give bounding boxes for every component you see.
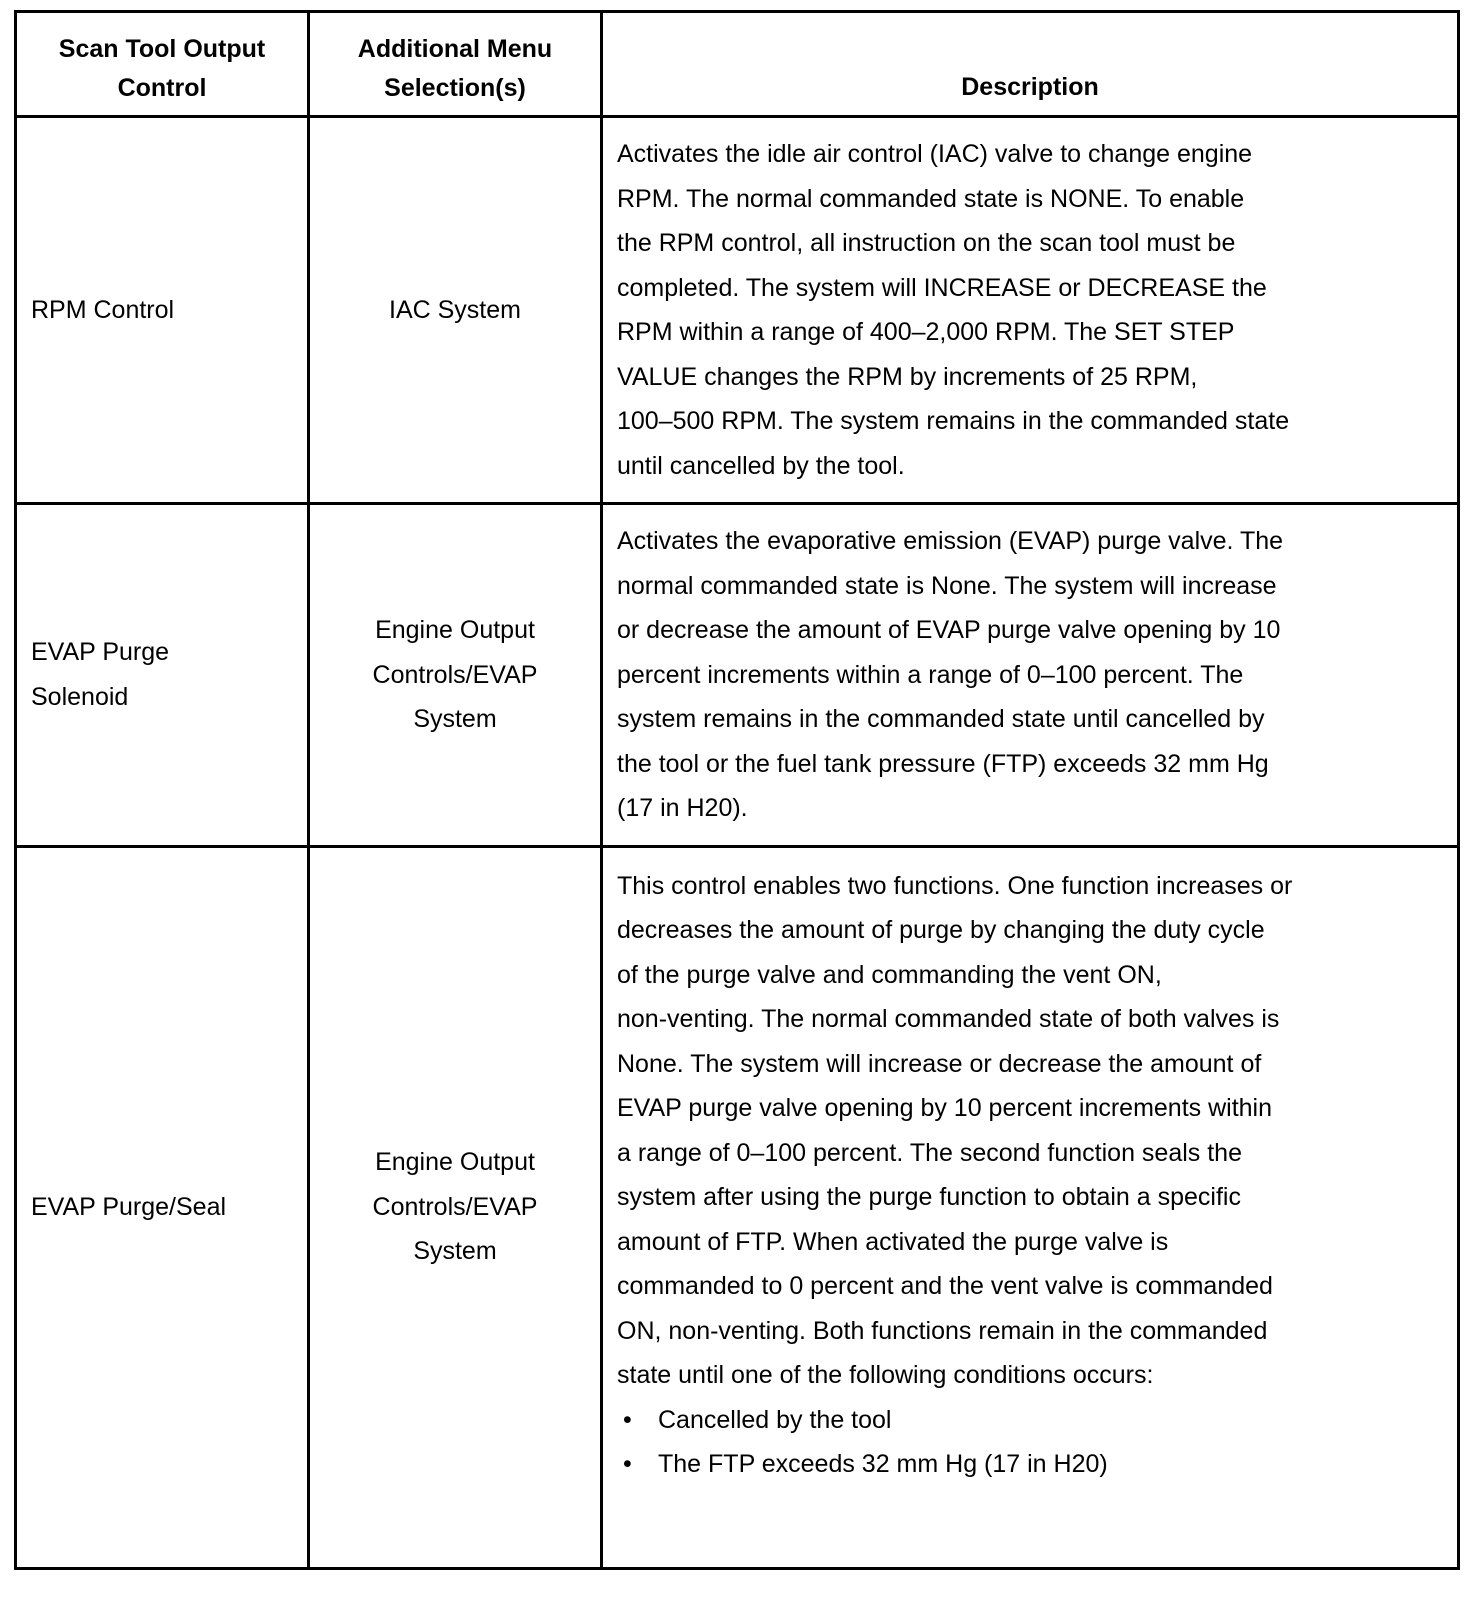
- row-control-cell: RPM Control: [16, 117, 309, 504]
- table-row: [16, 846, 1459, 1568]
- row-control-cell: EVAP Purge Solenoid: [16, 504, 309, 847]
- row-control-cell: EVAP Purge/Seal: [16, 846, 309, 1568]
- row-description-cell: [602, 846, 1459, 1568]
- list-item: [617, 1442, 1439, 1487]
- list-item-text: Cancelled by the tool: [658, 1405, 892, 1434]
- list-item: [617, 1398, 1439, 1443]
- bullet-icon: •: [623, 1450, 632, 1478]
- condition-list: [617, 1398, 1439, 1487]
- row-description-cell: Activates the idle air control (IAC) valve to change engine RPM. The normal commanded state is NONE. To enable the RPM control, all instruction on the scan tool must be completed. The system will INCREASE or DECREASE the RPM within a range of 400–2,000 RPM. The SET STEP VALUE changes the RPM by increments of 25 RPM, 100–500 RPM. The system remains in the commanded state until cancelled by the tool.: [602, 117, 1459, 504]
- table-row: [16, 117, 1459, 504]
- row-description-text: This control enables two functions. One function increases or decreases the amount of purge by changing the duty cycle of the purge valve and commanding the vent ON, non-venting. The normal commanded state of both valves is None. The system will increase or decrease the amount of EVAP purge valve opening by 10 percent increments within a range of 0–100 percent. The second function seals the system after using the purge function to obtain a specific amount of FTP. When activated the purge valve is commanded to 0 percent and the vent valve is commanded ON, non-venting. Both functions remain in the commanded state until one of the following conditions occurs:: [617, 871, 1293, 1389]
- list-item-text: The FTP exceeds 32 mm Hg (17 in H20): [658, 1450, 1108, 1478]
- row-description-cell: Activates the evaporative emission (EVAP) purge valve. The normal commanded state is None. The system will increase or decrease the amount of EVAP purge valve opening by 10 percent increments within a range of 0–100 percent. The system remains in the commanded state until cancelled by the tool or the fuel tank pressure (FTP) exceeds 32 mm Hg (17 in H20).: [602, 504, 1459, 847]
- row-menu-cell: Engine Output Controls/EVAP System: [309, 504, 602, 847]
- header-scan-tool-output-control: Scan Tool Output Control: [16, 12, 309, 117]
- header-description: Description: [602, 12, 1459, 117]
- row-menu-cell: Engine Output Controls/EVAP System: [309, 846, 602, 1568]
- header-additional-menu-selections: Additional Menu Selection(s): [309, 12, 602, 117]
- row-menu-cell: IAC System: [309, 117, 602, 504]
- header-row: [16, 12, 1459, 117]
- scan-tool-output-control-table: [14, 10, 1460, 1570]
- table-row: [16, 504, 1459, 847]
- bullet-icon: •: [623, 1405, 632, 1434]
